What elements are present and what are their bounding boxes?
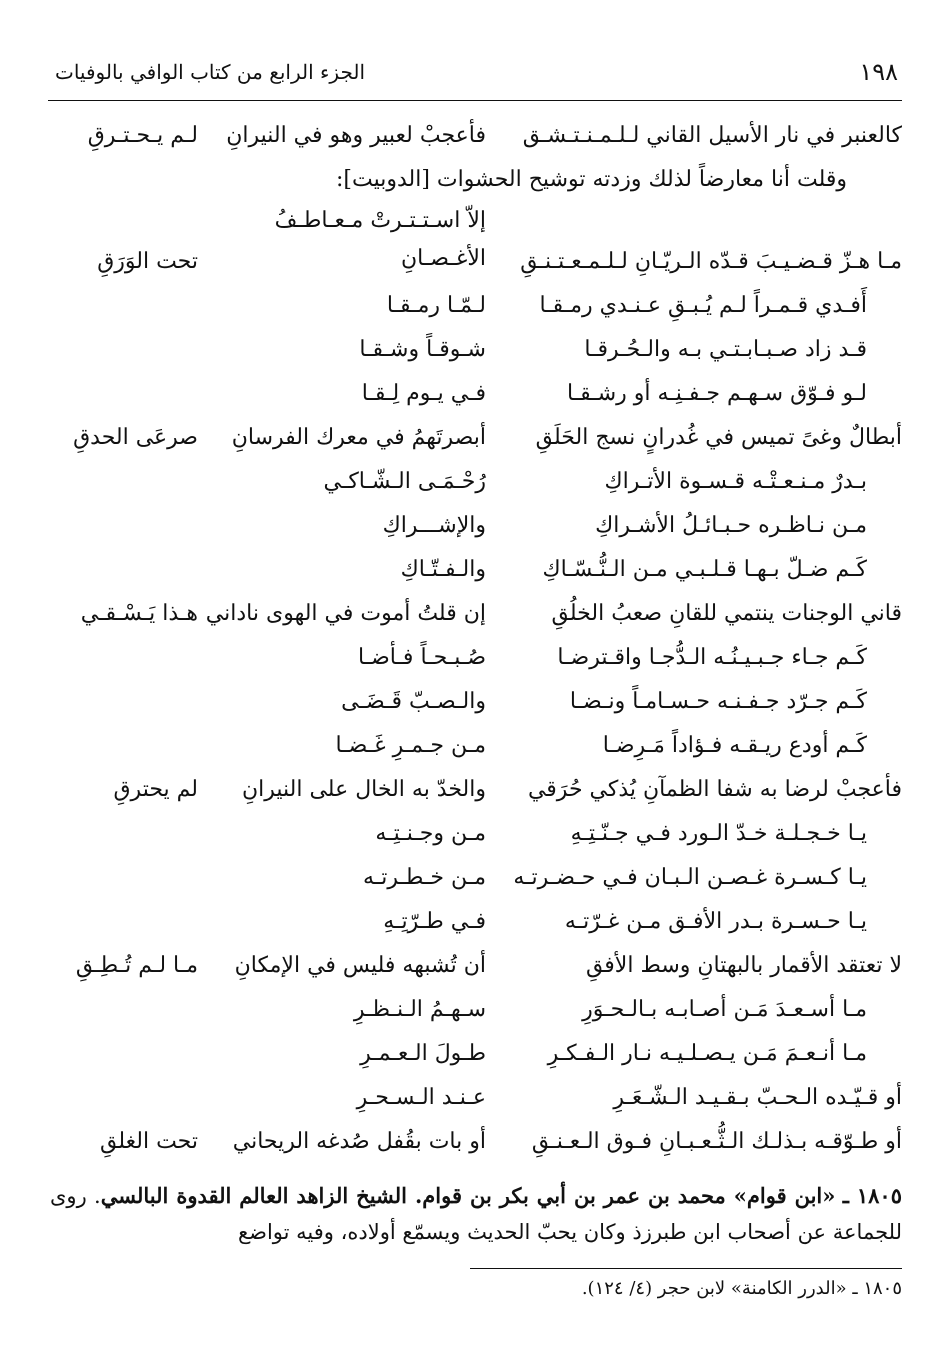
verse-row xyxy=(60,1076,902,1120)
verse-row xyxy=(60,592,902,636)
verse-first-hemistich: فأعجبْ لرضا به شفا الظمآنِ يُذكي حُرَقي xyxy=(527,777,902,802)
verse-row xyxy=(60,372,902,416)
verse-row xyxy=(60,504,902,548)
verse-first-hemistich: أبطالٌ وغىً تميس في غُدرانٍ نسج الحَلَقِ xyxy=(535,425,902,450)
verse-first-hemistich: يـا حـسـرة بـدر الأفـق مـن غـرّتـه xyxy=(564,909,867,934)
verse-row xyxy=(60,724,902,768)
verse-row xyxy=(60,1120,902,1164)
verse-row xyxy=(60,460,902,504)
verse-second-hemistich: طـولَ الـعـمـرِ xyxy=(360,1041,486,1066)
entry-number: ١٨٠٥ ـ xyxy=(842,1183,902,1208)
verse-second-hemistich: فـي يـوم لِـقـا xyxy=(361,381,486,406)
verse-refrain: صرعَى الحدقِ xyxy=(73,425,198,450)
verse-second-hemistich: صُـبـحـاً فـأضـا xyxy=(357,645,486,670)
verse-first-hemistich: أَفـدي قـمـراً لـم يُـبـقِ عـنـدي رمـقـا xyxy=(539,293,867,318)
verse-first-hemistich: يـا كـسـرة غـصـن الـبـان فـي حـضـرتـه xyxy=(513,865,867,890)
verse-first-hemistich: كَـم أودع ريـقـه فـؤاداً مَـرِضـا xyxy=(602,733,867,758)
verse-first-hemistich: مـن نـاظـره حـبـائـلُ الأشـراكِ xyxy=(595,513,867,538)
verse-second-hemistich: أن تُشبهه فليس في الإمكانِ xyxy=(234,953,486,978)
verse-second-hemistich: أبصرتَهمُ في معرك الفرسانِ xyxy=(231,425,486,450)
verse-second-hemistich: والـصـبّ قَـضَـى xyxy=(341,689,486,714)
entry-name: «ابن قوام» محمد بن عمر بن أبي بكر بن قوام. الشيخ الزاهد العالم القدوة البالسي xyxy=(100,1183,836,1208)
verse-row xyxy=(60,680,902,724)
verse-row xyxy=(60,944,902,988)
verse-first-hemistich: مـا أسـعـدَ مَـن أصـابـه بـالـحـوَرِ xyxy=(582,997,867,1022)
verse-second-hemistich: والإشـــراكِ xyxy=(382,513,486,538)
verse-second-hemistich: فأعجبْ لعبير وهو في النيرانِ xyxy=(226,123,486,148)
verse-second-hemistich: سـهـمُ الـنـظـرِ xyxy=(353,997,486,1022)
verse-second-hemistich: مـن جـمـرِ غَـضـا xyxy=(335,733,486,758)
verse-first-hemistich: لا تعتقد الأقمار بالبهتانِ وسط الأفقِ xyxy=(585,953,902,978)
verse-row xyxy=(60,636,902,680)
verse-first-hemistich: كالعنبر في نار الأسيل القاني لـلـمـنـتـشـق xyxy=(522,123,902,148)
verse-first-hemistich: قـد زاد صـبـابـتـي بـه والـحُـرقـا xyxy=(584,337,867,362)
verse-row xyxy=(60,328,902,372)
running-title: الجزء الرابع من كتاب الوافي بالوفيات xyxy=(55,60,366,84)
verse-first-hemistich: كَـم ضـلّ بـهـا قـلـبـي مـن الـنُّـسّـاكِ xyxy=(542,557,867,582)
verse-row xyxy=(60,856,902,900)
verse-first-hemistich: مـا أنـعـمَ مَـن يـصـلـيـه نـار الـفـكـرِ xyxy=(547,1041,867,1066)
entry-text: . روى للجماعة عن أصحاب ابن طبرزذ وكان يحبّ الحديث ويسمّع أولاده، وفيه تواضع xyxy=(50,1184,902,1244)
verse-second-hemistich: شـوقـاً وشـقـا xyxy=(359,337,486,362)
biography-entry xyxy=(50,1178,902,1250)
verse-first-hemistich: قاني الوجنات ينتمي للقانِ صعبُ الخلُقِ xyxy=(551,601,902,626)
verse-second-hemistich: مـن وجـنـتِـه xyxy=(375,821,486,846)
verse-row xyxy=(60,768,902,812)
poem-verses xyxy=(60,114,902,1164)
intro-line: وقلت أنا معارضاً لذلك وزدته توشيح الحشوات [الدوبيت]: xyxy=(335,167,847,192)
verse-row xyxy=(60,548,902,592)
footnote-rule xyxy=(470,1268,902,1269)
verse-row xyxy=(60,114,902,158)
verse-second-hemistich: مـن خـطـرتـه xyxy=(362,865,486,890)
verse-row xyxy=(60,416,902,460)
verse-refrain: لـم يـحـتـرقِ xyxy=(87,123,198,148)
verse-refrain: تحت الغلقِ xyxy=(100,1129,198,1154)
verse-second-hemistich: فـي طـرّتِـهِ xyxy=(383,909,486,934)
verse-row xyxy=(60,900,902,944)
verse-row xyxy=(60,284,902,328)
verse-second-hemistich: لـمّـا رمـقـا xyxy=(386,293,486,318)
page-number: ١٩٨ xyxy=(859,58,898,86)
verse-first-hemistich: كَـم جـرّد جـفـنـه حـسـامـاً ونـضـا xyxy=(569,689,867,714)
verse-second-hemistich: عـنـد الـسـحـرِ xyxy=(356,1085,486,1110)
verse-row xyxy=(60,988,902,1032)
verse-first-hemistich: لـو فـوّق سـهـم جـفـنِـه أو رشـقـا xyxy=(567,381,867,406)
verse-refrain: تحت الوَرَقِ xyxy=(97,249,198,274)
verse-refrain: هـذا يَـسْـقـي xyxy=(80,601,198,626)
verse-second-hemistich: أو بات بقُفل صُدغه الريحاني xyxy=(232,1129,486,1154)
verse-first-hemistich: بـدرٌ مـنـعـتْـه قـسـوة الأتـراكِ xyxy=(604,469,867,494)
verse-second-hemistich: إلاّ اسـتـتـرتْ مـعـاطـفُ الأغـصـانِ xyxy=(274,208,486,271)
verse-second-hemistich: والخدّ به الخال على النيرانِ xyxy=(241,777,486,802)
verse-row xyxy=(60,202,902,284)
verse-row xyxy=(60,812,902,856)
verse-first-hemistich: أو طـوّقـه بـذلـك الـثُّـعـبـانِ فـوق الـعـنـقِ xyxy=(531,1129,902,1154)
verse-second-hemistich: والـفـتّـاكِ xyxy=(400,557,486,582)
header-rule xyxy=(48,100,902,101)
verse-refrain: لم يحترقِ xyxy=(113,777,198,802)
verse-second-hemistich: إن قلتُ أموت في الهوى ناداني xyxy=(205,601,486,626)
verse-second-hemistich: رُحْـمَـى الـشّـاكـي xyxy=(323,469,486,494)
verse-row xyxy=(60,1032,902,1076)
footnote: ١٨٠٥ ـ «الدرر الكامنة» لابن حجر (٤/ ١٢٤). xyxy=(581,1278,902,1299)
verse-first-hemistich: مـا هـزّ قـضـيـبَ قـدّه الـريّـانِ لـلـمـعـتـنـقِ xyxy=(520,249,902,274)
verse-first-hemistich: يـا خـجـلـة خـدّ الـورد فـي جـنّـتِـهِ xyxy=(570,821,867,846)
verse-refrain: مـا لـم تُـطِـقِ xyxy=(75,953,198,978)
verse-first-hemistich: أو قـيّـده الـحـبّ بـقـيـد الـشّـعَـرِ xyxy=(613,1085,902,1110)
verse-first-hemistich: كَـم جـاء جـبـيـنُـه الـدُّجـا واقـترضـا xyxy=(557,645,867,670)
